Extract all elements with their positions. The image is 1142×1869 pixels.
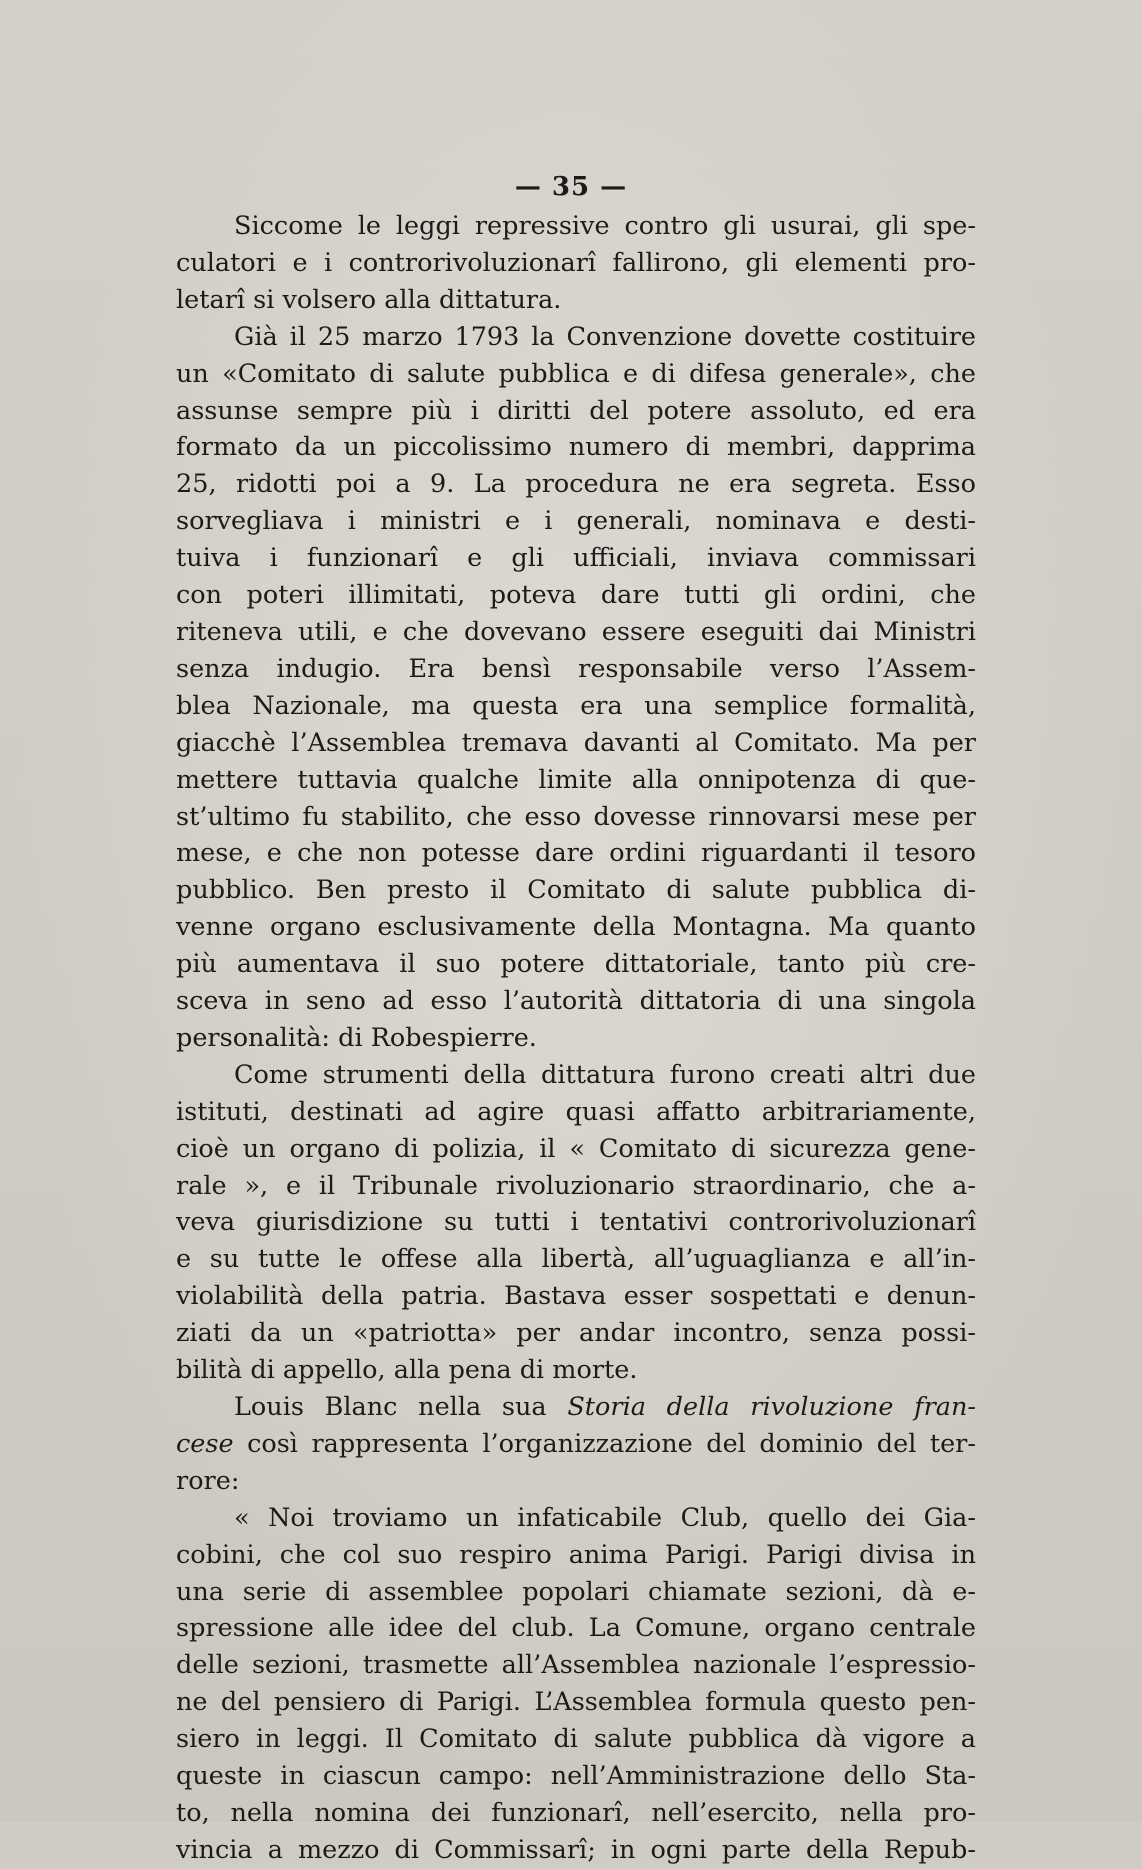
text-line: e su tutte le offese alla libertà, all’uguaglianza e all’in-: [176, 1244, 976, 1275]
text-line: violabilità della patria. Bastava esser sospettati e denun-: [176, 1281, 976, 1312]
text-line: veva giurisdizione su tutti i tentativi controrivoluzionarî: [176, 1207, 976, 1238]
text-line: blea Nazionale, ma questa era una semplice formalità,: [176, 690, 976, 721]
book-title-segment: cese: [176, 1428, 234, 1459]
text-line: delle sezioni, trasmette all’Assemblea nazionale l’espressio-: [176, 1650, 976, 1681]
paragraph: [176, 1057, 976, 1389]
text-line: st’ultimo fu stabilito, che esso dovesse rinnovarsi mese per: [176, 801, 976, 832]
text-line: venne organo esclusivamente della Montagna. Ma quanto: [176, 912, 976, 943]
text-line: Siccome le leggi repressive contro gli usurai, gli spe-: [234, 211, 976, 241]
text-line: bilità di appello, alla pena di morte.: [176, 1355, 638, 1386]
text-line: un «Comitato di salute pubblica e di difesa generale», che: [176, 358, 976, 389]
text-segment: Louis Blanc nella sua: [234, 1392, 568, 1422]
text-line: letarî si volsero alla dittatura.: [176, 284, 562, 315]
text-line: sceva in seno ad esso l’autorità dittatoria di una singola: [176, 986, 976, 1017]
text-line: giacchè l’Assemblea tremava davanti al Comitato. Ma per: [176, 727, 976, 758]
text-line: tuiva i funzionarî e gli ufficiali, inviava commissari: [176, 543, 976, 574]
text-line: ziati da un «patriotta» per andar incontro, senza possi-: [176, 1318, 976, 1349]
paragraph: [176, 208, 976, 319]
text-segment: rore:: [176, 1465, 240, 1496]
text-line: più aumentava il suo potere dittatoriale, tanto più cre-: [176, 949, 976, 980]
book-title-segment: Storia della rivoluzione fran-: [567, 1392, 977, 1422]
text-line: [176, 1389, 976, 1426]
page-number: — 35 —: [514, 172, 628, 202]
text-line: cobini, che col suo respiro anima Parigi. Parigi divisa in: [176, 1539, 976, 1570]
text-line: Già il 25 marzo 1793 la Convenzione dovette costituire: [234, 321, 976, 352]
text-line: mettere tuttavia qualche limite alla onnipotenza di que-: [176, 764, 976, 795]
text-line: Come strumenti della dittatura furono creati altri due: [234, 1059, 976, 1090]
text-line: formato da un piccolissimo numero di membri, dapprima: [176, 432, 976, 463]
text-line: con poteri illimitati, poteva dare tutti gli ordini, che: [176, 580, 976, 611]
paragraph-quotation: [176, 1500, 976, 1869]
text-line: vincia a mezzo di Commissarî; in ogni parte della Repub-: [176, 1834, 976, 1865]
text-line: riteneva utili, e che dovevano essere eseguiti dai Ministri: [176, 616, 976, 647]
text-line: senza indugio. Era bensì responsabile verso l’Assem-: [176, 653, 976, 684]
text-segment: così rappresenta l’organizzazione del dominio del ter-: [233, 1428, 976, 1459]
text-line: assunse sempre più i diritti del potere assoluto, ed era: [176, 395, 976, 426]
text-line: istituti, destinati ad agire quasi affatto arbitrariamente,: [176, 1096, 976, 1127]
text-line: culatori e i controrivoluzionarî fallirono, gli elementi pro-: [176, 247, 976, 278]
text-line: 25, ridotti poi a 9. La procedura ne era segreta. Esso: [176, 469, 976, 500]
text-line: mese, e che non potesse dare ordini riguardanti il tesoro: [176, 838, 976, 869]
text-line: siero in leggi. Il Comitato di salute pubblica dà vigore a: [176, 1724, 976, 1755]
text-line: « Noi troviamo un infaticabile Club, quello dei Gia-: [234, 1502, 976, 1533]
text-line: [176, 1426, 976, 1463]
text-line: sorvegliava i ministri e i generali, nominava e desti-: [176, 506, 976, 537]
paragraph: [176, 1389, 976, 1500]
text-line: queste in ciascun campo: nell’Amministrazione dello Sta-: [176, 1761, 976, 1792]
text-line: to, nella nomina dei funzionarî, nell’esercito, nella pro-: [176, 1797, 976, 1828]
text-line: [176, 1463, 976, 1500]
text-line: rale », e il Tribunale rivoluzionario straordinario, che a-: [176, 1170, 976, 1201]
text-line: personalità: di Robespierre.: [176, 1022, 537, 1053]
text-line: pubblico. Ben presto il Comitato di salute pubblica di-: [176, 875, 976, 906]
text-line: spressione alle idee del club. La Comune, organo centrale: [176, 1613, 976, 1644]
text-line: cioè un organo di polizia, il « Comitato di sicurezza gene-: [176, 1133, 976, 1164]
body-text: [176, 208, 976, 1869]
text-line: ne del pensiero di Parigi. L’Assemblea formula questo pen-: [176, 1687, 976, 1718]
text-line: una serie di assemblee popolari chiamate sezioni, dà e-: [176, 1576, 976, 1607]
paragraph: [176, 319, 976, 1057]
